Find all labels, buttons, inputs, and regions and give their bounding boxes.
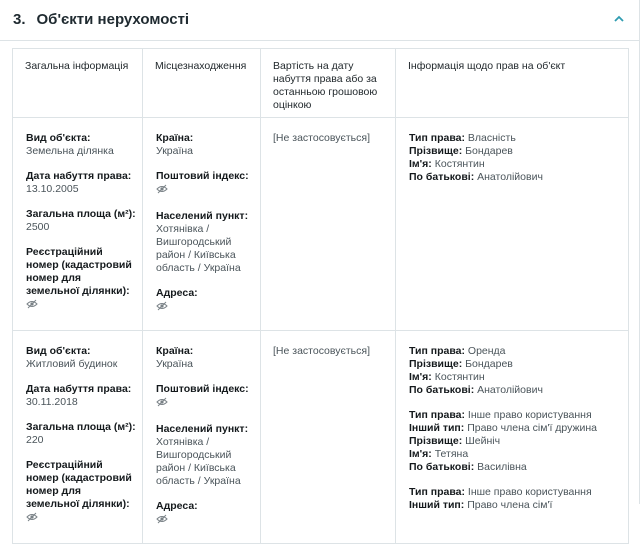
eye-slash-icon — [156, 184, 168, 194]
acquisition-date-label: Дата набуття права: — [26, 170, 132, 182]
section-title — [13, 11, 189, 28]
rights-cell — [396, 118, 629, 331]
other-type-label: Інший тип: — [409, 422, 465, 434]
object-type-label: Вид об'єкта: — [26, 132, 91, 144]
patronymic-value: Анатолійович — [477, 171, 543, 183]
country-value: Україна — [156, 145, 194, 157]
section-title-text: Об'єкти нерухомості — [36, 11, 190, 28]
cadastral-label: Реєстраційний номер (кадастровий номер для земельної ділянки): — [26, 246, 132, 297]
right-type-label: Тип права: — [409, 345, 465, 357]
name-value: Костянтин — [434, 371, 485, 383]
area-label: Загальна площа (м²): — [26, 208, 136, 220]
table-row — [13, 331, 629, 544]
country-label: Країна: — [156, 345, 194, 357]
right-type-label: Тип права: — [409, 486, 465, 498]
area-value: 2500 — [26, 221, 50, 233]
country-value: Україна — [156, 358, 194, 370]
name-label: Ім'я: — [409, 371, 432, 383]
object-type-value: Житловий будинок — [26, 358, 118, 370]
area-label: Загальна площа (м²): — [26, 421, 136, 433]
locality-value: Хотянівка / Вишгородський район / Київська область / Україна — [156, 436, 241, 487]
patronymic-value: Василівна — [477, 461, 527, 473]
postal-label: Поштовий індекс: — [156, 383, 249, 395]
surname-label: Прізвище: — [409, 145, 463, 157]
column-header-rights: Інформація щодо прав на об'єкт — [396, 49, 629, 118]
rights-cell — [396, 331, 629, 544]
surname-label: Прізвище: — [409, 435, 463, 447]
eye-slash-icon — [156, 397, 168, 407]
address-label: Адреса: — [156, 500, 198, 512]
locality-value: Хотянівка / Вишгородський район / Київська область / Україна — [156, 223, 241, 274]
locality-label: Населений пункт: — [156, 423, 249, 435]
name-value: Тетяна — [434, 448, 469, 460]
general-info-cell — [13, 331, 143, 544]
table-header-row — [13, 49, 629, 118]
eye-slash-icon — [156, 514, 168, 524]
column-header-general: Загальна інформація — [13, 49, 143, 118]
right-type-value: Власність — [467, 132, 516, 144]
other-type-value: Право члена сім'ї дружина — [467, 422, 598, 434]
real-estate-table — [12, 48, 629, 544]
area-value: 220 — [26, 434, 44, 446]
patronymic-label: По батькові: — [409, 384, 475, 396]
other-type-label: Інший тип: — [409, 499, 465, 511]
cadastral-label: Реєстраційний номер (кадастровий номер для земельної ділянки): — [26, 459, 132, 510]
surname-value: Бондарев — [465, 358, 513, 370]
right-type-value: Інше право користування — [467, 409, 592, 421]
location-cell — [143, 331, 261, 544]
chevron-up-icon[interactable] — [614, 15, 624, 23]
value-cell — [261, 331, 396, 544]
section-header[interactable] — [0, 0, 639, 41]
name-value: Костянтин — [434, 158, 485, 170]
value-text: [Не застосовується] — [273, 132, 370, 144]
object-type-label: Вид об'єкта: — [26, 345, 91, 357]
eye-slash-icon — [26, 512, 38, 522]
country-label: Країна: — [156, 132, 194, 144]
surname-value: Шейніч — [465, 435, 501, 447]
patronymic-label: По батькові: — [409, 461, 475, 473]
eye-slash-icon — [26, 299, 38, 309]
locality-label: Населений пункт: — [156, 210, 249, 222]
general-info-cell — [13, 118, 143, 331]
right-type-value: Оренда — [467, 345, 506, 357]
location-cell — [143, 118, 261, 331]
section-number: 3. — [13, 11, 26, 28]
name-label: Ім'я: — [409, 448, 432, 460]
surname-value: Бондарев — [465, 145, 513, 157]
value-cell — [261, 118, 396, 331]
other-type-value: Право члена сім'ї — [467, 499, 553, 511]
name-label: Ім'я: — [409, 158, 432, 170]
object-type-value: Земельна ділянка — [26, 145, 114, 157]
patronymic-value: Анатолійович — [477, 384, 543, 396]
acquisition-date-label: Дата набуття права: — [26, 383, 132, 395]
table-row — [13, 118, 629, 331]
acquisition-date-value: 13.10.2005 — [26, 183, 79, 195]
eye-slash-icon — [156, 301, 168, 311]
column-header-location: Місцезнаходження — [143, 49, 261, 118]
address-label: Адреса: — [156, 287, 198, 299]
postal-label: Поштовий індекс: — [156, 170, 249, 182]
patronymic-label: По батькові: — [409, 171, 475, 183]
right-type-value: Інше право користування — [467, 486, 592, 498]
column-header-value: Вартість на дату набуття права або за останньою грошовою оцінкою — [261, 49, 396, 118]
value-text: [Не застосовується] — [273, 345, 370, 357]
surname-label: Прізвище: — [409, 358, 463, 370]
right-type-label: Тип права: — [409, 132, 465, 144]
right-type-label: Тип права: — [409, 409, 465, 421]
acquisition-date-value: 30.11.2018 — [26, 396, 78, 408]
